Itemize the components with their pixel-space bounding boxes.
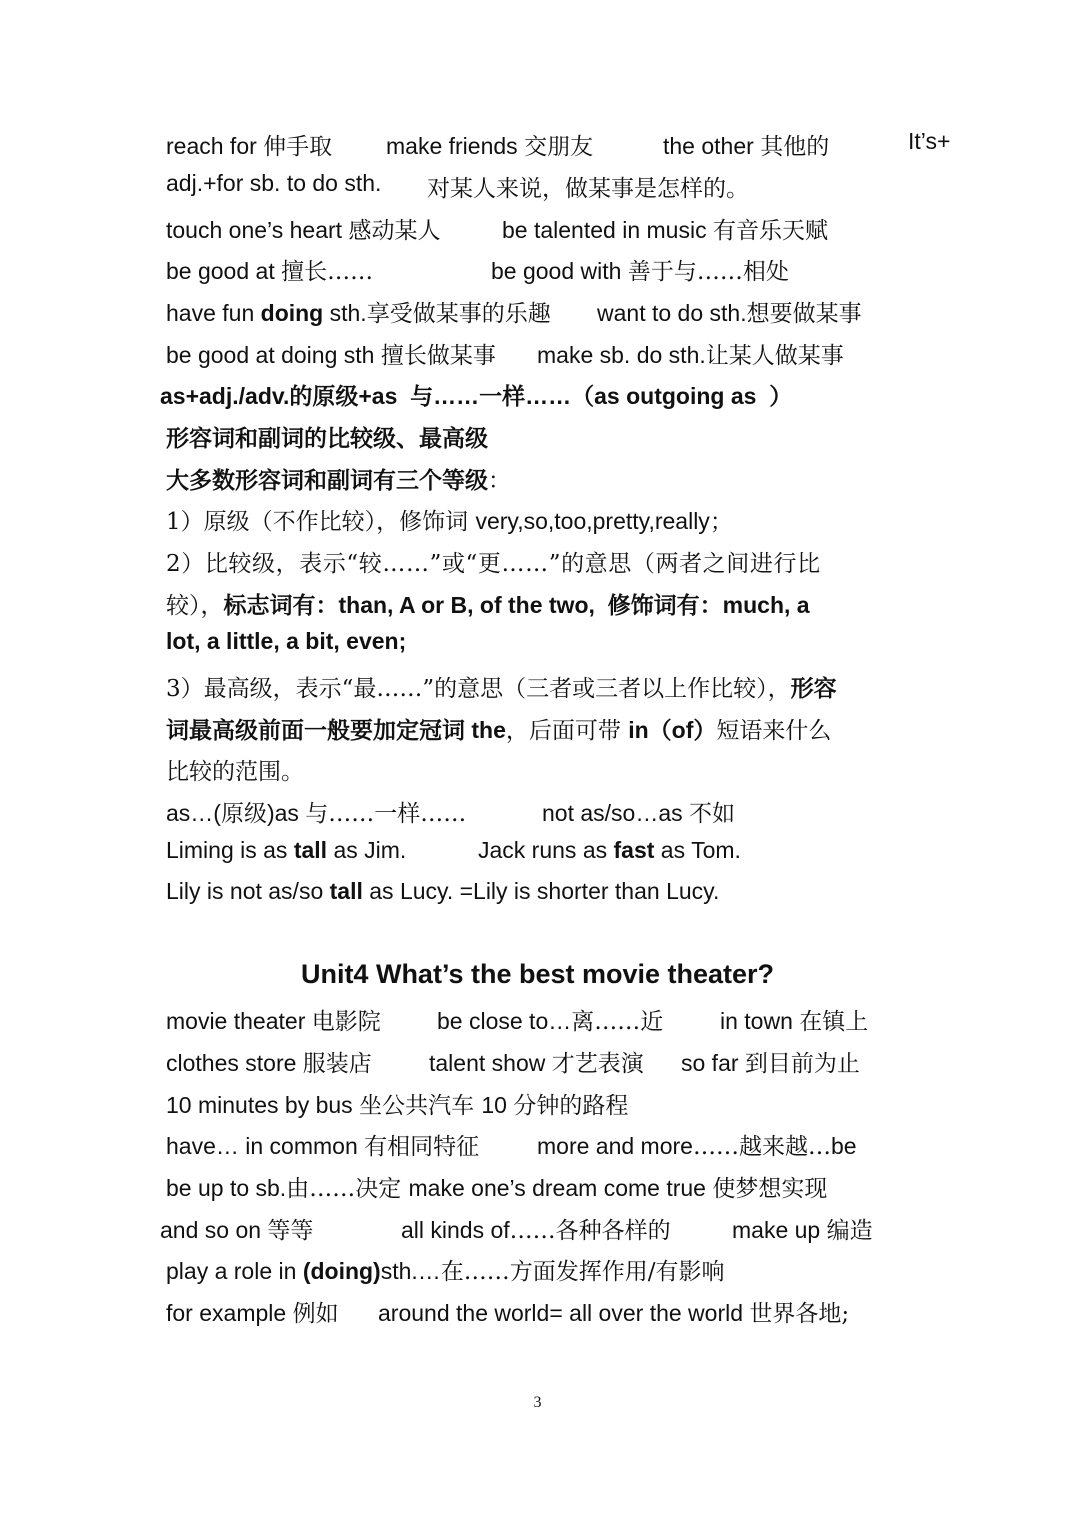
zh-text: 交朋友: [524, 134, 594, 160]
bold-text: doing: [260, 300, 324, 326]
phrase-adj-for-sb-meaning: 对某人来说，做某事是怎样的。: [427, 176, 749, 202]
zh-text: 服装店: [302, 1051, 372, 1077]
bold-text: tall: [293, 837, 328, 863]
phrase-make-sb-do: [537, 337, 844, 370]
pattern-as-as: [166, 795, 466, 828]
degree-positive: [166, 503, 733, 536]
zh-text: 有相同特征: [364, 1134, 480, 1160]
en-text: not as/so…as: [542, 800, 690, 826]
phrase-good-at-doing: [166, 337, 496, 370]
en-text: around the world= all over the world: [378, 1300, 750, 1326]
zh-text: 到目前为止: [744, 1051, 860, 1077]
bold-text: tall: [329, 878, 363, 904]
en-text: and so on: [160, 1217, 268, 1243]
degree-superlative-range: 比较的范围。: [166, 759, 304, 785]
phrase-good-with: [491, 253, 789, 286]
zh-text: 想要做某事: [746, 301, 862, 327]
phrase-close-to: [437, 1003, 663, 1036]
zh-text: 感动某人: [348, 218, 441, 244]
zh-text: 电影院: [311, 1009, 381, 1035]
phrase-talented-music: [502, 212, 828, 245]
zh-text: 离……近: [571, 1009, 664, 1035]
bold-text: fast: [613, 837, 655, 863]
phrase-adj-for-sb: [166, 170, 381, 197]
zh-text: 才艺表演: [551, 1051, 652, 1077]
zh-text: 较），: [166, 593, 224, 619]
phrase-movie-theater: [166, 1003, 381, 1036]
zh-text: ，后面可带: [505, 718, 629, 744]
en-text: as…(: [166, 800, 221, 826]
zh-text: 1）原级（不作比较），修饰词: [166, 509, 476, 535]
en-text: be good with: [491, 258, 628, 284]
phrase-all-kinds-of: [401, 1212, 671, 1245]
en-text: reach for: [166, 133, 264, 159]
zh-text: 由……决定: [286, 1176, 409, 1202]
zh-text: 原级: [220, 801, 267, 827]
phrase-in-town: [720, 1003, 868, 1036]
phrase-and-so-on: [160, 1212, 313, 1245]
example-lily: [166, 878, 719, 905]
en-text: all kinds of: [401, 1217, 510, 1243]
zh-text: ：: [488, 468, 511, 494]
phrase-ten-minutes: [166, 1087, 628, 1120]
phrase-reach-for: [166, 128, 332, 161]
zh-text: 享受做某事的乐趣: [366, 301, 551, 327]
bold-text: 词最高级前面一般要加定冠词 the: [166, 717, 506, 743]
example-liming: [166, 837, 406, 864]
zh-text: 其他的: [760, 134, 830, 160]
zh-text: 擅长做某事: [380, 343, 496, 369]
en-text: as Tom.: [654, 837, 741, 863]
en-text: movie theater: [166, 1008, 312, 1034]
bold-text: 形容: [790, 675, 837, 701]
zh-text: 编造: [826, 1218, 873, 1244]
degree-superlative-cont: [166, 712, 831, 745]
phrase-clothes-store: [166, 1045, 372, 1078]
pattern-not-as-as: [542, 795, 735, 828]
en-text: play a role in: [166, 1258, 303, 1284]
phrase-for-example: [166, 1295, 339, 1328]
zh-text: ……越来越…: [692, 1134, 831, 1160]
en-text: be good at doing sth: [166, 342, 381, 368]
phrase-touch-heart: [166, 212, 440, 245]
section-title-comparison: 形容词和副词的比较级、最高级: [166, 425, 488, 451]
zh-text: 坐公共汽车: [359, 1093, 482, 1119]
zh-text: 善于与……相处: [627, 259, 789, 285]
en-text: very,so,too,pretty,really: [475, 508, 710, 534]
phrase-make-up: [732, 1212, 873, 1245]
zh-text: 在镇上: [799, 1009, 869, 1035]
phrase-in-common: [166, 1128, 479, 1161]
en-text: want to do sth.: [597, 300, 747, 326]
unit-heading: Unit4 What’s the best movie theater?: [300, 959, 775, 989]
en-text: sth.: [323, 300, 367, 326]
grammar-as-adj-as: as+adj./adv.的原级+as 与……一样……（as outgoing as ）: [160, 383, 793, 409]
phrase-up-to-sb: [166, 1170, 827, 1203]
phrase-the-other: [663, 128, 829, 161]
degree-superlative: [166, 670, 837, 703]
zh-text: 有音乐天赋: [712, 218, 828, 244]
phrase-want-to-do: [597, 295, 862, 328]
en-text: Lily is not as/so: [166, 878, 330, 904]
zh-text: 在……方面发挥作用/有影响: [440, 1259, 725, 1285]
phrase-make-friends: [386, 128, 593, 161]
en-text: be talented in music: [502, 217, 713, 243]
en-text: talent show: [429, 1050, 552, 1076]
en-text: be close to…: [437, 1008, 572, 1034]
bold-text: in（of）: [628, 717, 717, 743]
phrase-more-and-more: [537, 1128, 857, 1161]
phrase-good-at: [166, 253, 373, 286]
en-text: Jack runs as: [478, 837, 614, 863]
degree-comparative-modifiers: lot, a little, a bit, even;: [166, 628, 407, 654]
zh-text: 与……一样……: [305, 801, 467, 827]
zh-text: ；: [709, 509, 733, 535]
zh-text: 短语来什么: [716, 718, 832, 744]
zh-text: 例如: [292, 1301, 339, 1327]
zh-text: 擅长……: [281, 259, 374, 285]
example-jack: [478, 837, 741, 864]
en-text: in town: [720, 1008, 800, 1034]
degree-comparative-cont: [166, 587, 810, 620]
section-subtitle-three-degrees: [166, 462, 511, 495]
en-text: as Jim.: [327, 837, 407, 863]
zh-text: ……各种各样的: [509, 1218, 671, 1244]
bold-text: 标志词有：than, A or B, of the two, 修饰词有：much, a: [223, 592, 810, 618]
en-text: have fun: [166, 300, 261, 326]
zh-text: 伸手取: [263, 134, 333, 160]
en-text: clothes store: [166, 1050, 303, 1076]
degree-comparative: 2）比较级，表示“较……”或“更……”的意思（两者之间进行比: [166, 551, 821, 577]
zh-text: 3）最高级，表示“最……”的意思（三者或三者以上作比较），: [166, 676, 791, 702]
en-text: the other: [663, 133, 761, 159]
en-text: Liming is as: [166, 837, 294, 863]
en-text: so far: [681, 1050, 745, 1076]
phrase-so-far: [681, 1045, 860, 1078]
en-text: be good at: [166, 258, 282, 284]
zh-text: 等等: [267, 1218, 314, 1244]
en-text: more and more: [537, 1133, 693, 1159]
en-text: make sb. do sth.: [537, 342, 706, 368]
zh-text: 分钟的路程: [513, 1093, 629, 1119]
en-text: as Lucy. =Lily is shorter than Lucy.: [362, 878, 720, 904]
en-text: adj.+for sb. to do sth.: [166, 170, 382, 196]
en-text: be up to sb.: [166, 1175, 287, 1201]
zh-text: 不如: [689, 801, 736, 827]
en-text: be: [830, 1133, 857, 1159]
bold-text: 大多数形容词和副词有三个等级: [166, 467, 488, 493]
phrase-talent-show: [429, 1045, 651, 1078]
en-text: make friends: [386, 133, 525, 159]
en-text: make one’s dream come true: [408, 1175, 713, 1201]
phrase-around-the-world: [378, 1295, 849, 1328]
en-text: make up: [732, 1217, 827, 1243]
page-number: 3: [533, 1394, 542, 1411]
zh-text: 世界各地: [749, 1301, 842, 1327]
en-text: 10 minutes by bus: [166, 1092, 360, 1118]
phrase-have-fun: [166, 295, 551, 328]
en-text: sth.…: [380, 1258, 441, 1284]
en-text: for example: [166, 1300, 293, 1326]
zh-text: 让某人做某事: [705, 343, 844, 369]
en-text: 10: [481, 1092, 514, 1118]
en-text: )as: [266, 800, 306, 826]
en-text: have… in common: [166, 1133, 365, 1159]
zh-text: ;: [841, 1301, 850, 1327]
en-text: touch one’s heart: [166, 217, 349, 243]
phrase-its: It’s+: [908, 128, 951, 154]
zh-text: 使梦想实现: [712, 1176, 828, 1202]
phrase-play-a-role: [166, 1253, 725, 1286]
bold-text: (doing): [302, 1258, 381, 1284]
